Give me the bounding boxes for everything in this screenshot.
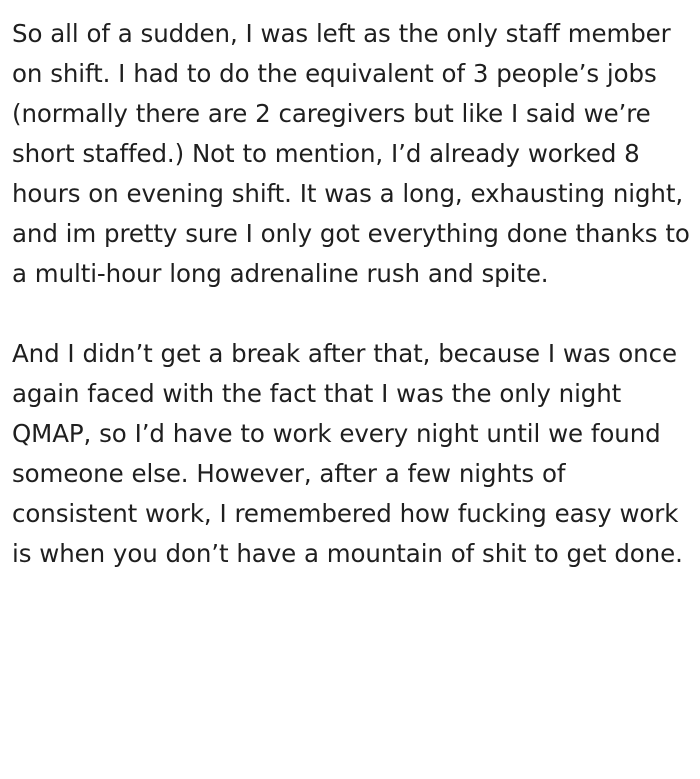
story-paragraph-1: So all of a sudden, I was left as the only staff member on shift. I had to do the equivalent of 3 people’s jobs (normally there are 2 caregivers but like I said we’re short staffed.) Not to mention, I’d already worked 8 hours on evening shift. It was a long, exhausting night, and im pretty sure I only got everything done thanks to a multi-hour long adrenaline rush and spite.: [12, 19, 698, 288]
story-paragraph-2: And I didn’t get a break after that, because I was once again faced with the fact that I was the only night QMAP, so I’d have to work every night until we found someone else. However, after a few nights of consistent work, I remembered how fucking easy work is when you don’t have a mountain of shit to get done.: [12, 339, 687, 568]
